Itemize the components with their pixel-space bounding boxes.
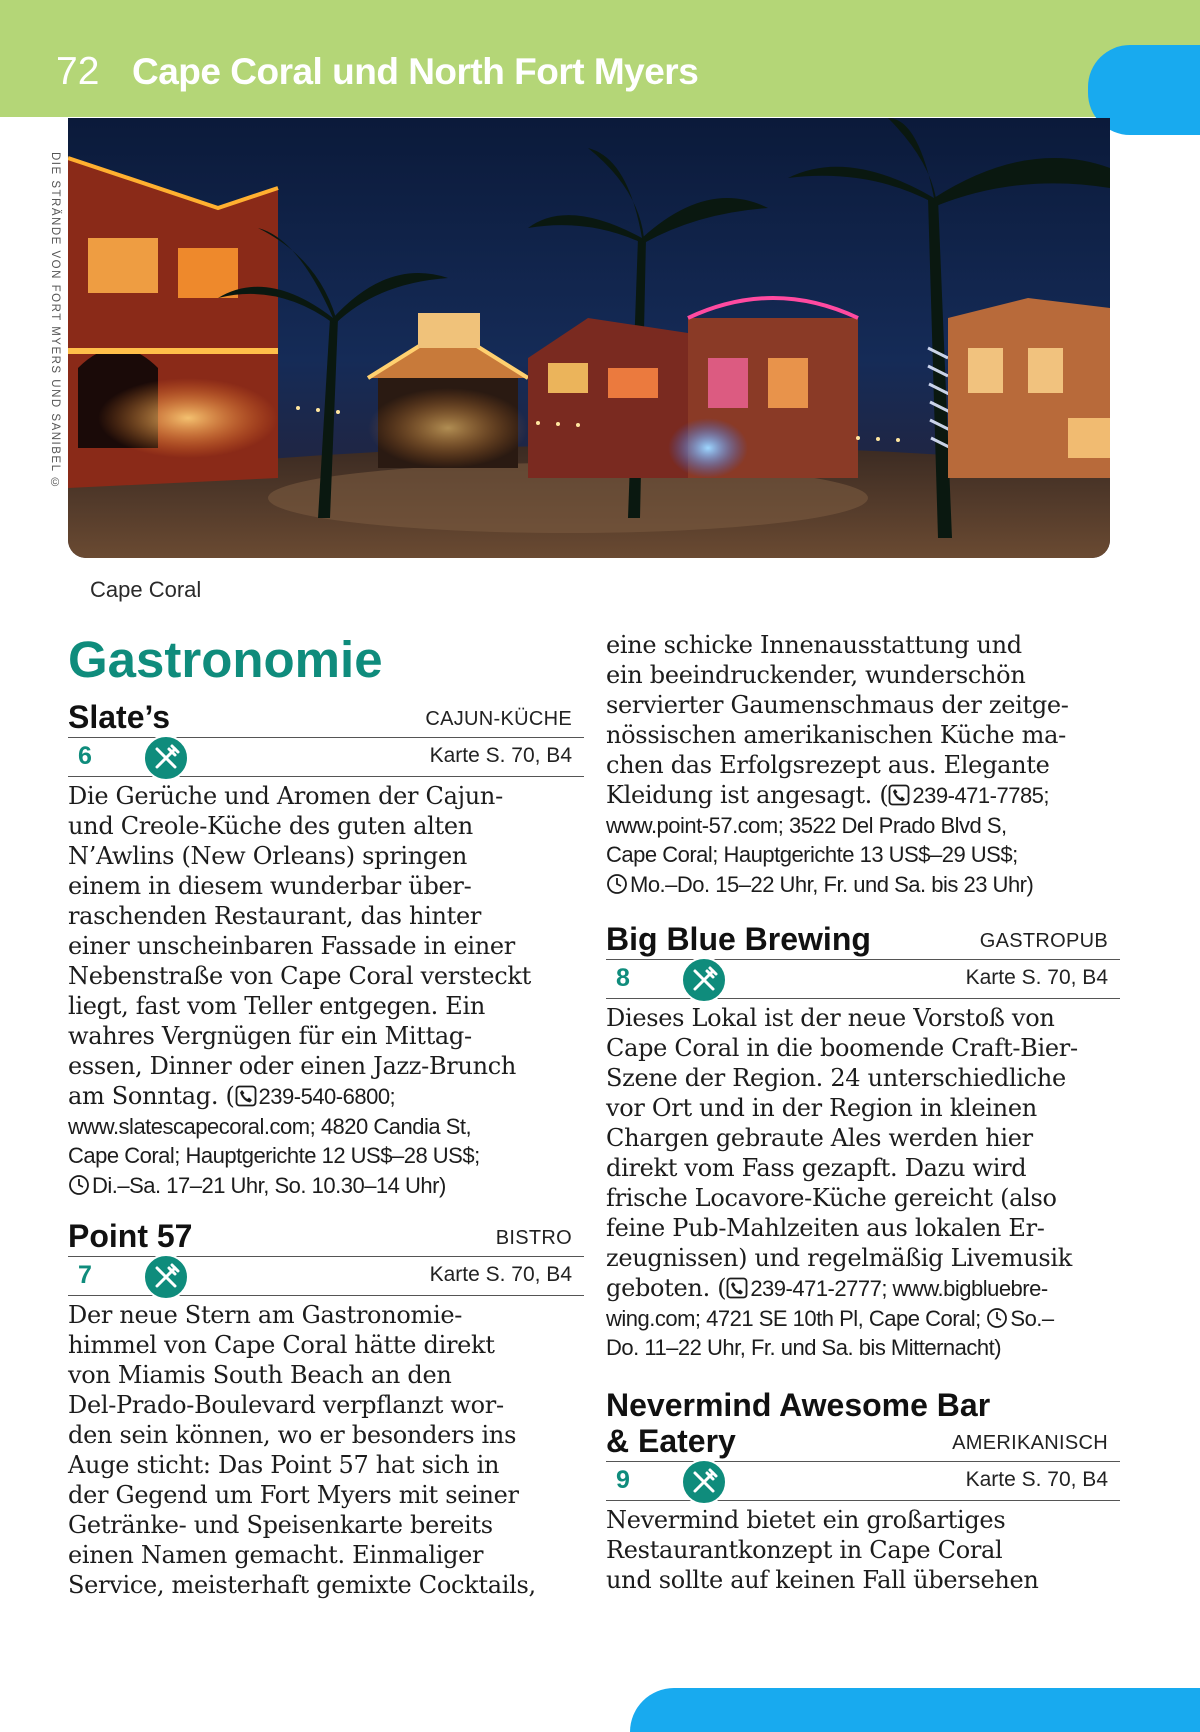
entry-body bbox=[606, 1003, 1120, 1304]
restaurant-entry bbox=[68, 1218, 584, 1600]
info-text: wing.com; 4721 SE 10th Pl, Cape Coral; bbox=[606, 1305, 987, 1331]
entry-category: AMERIKANISCH bbox=[952, 1431, 1108, 1454]
entry-head bbox=[606, 1423, 1120, 1459]
opening-hours bbox=[68, 1171, 584, 1201]
body-line: einem in diesem wunderbar über- bbox=[68, 872, 472, 900]
restaurant-entry-continued bbox=[606, 630, 1120, 899]
opening-hours bbox=[606, 870, 1120, 900]
restaurant-icon bbox=[143, 1254, 189, 1300]
entry-name-line2: & Eatery bbox=[606, 1422, 736, 1459]
body-line: Cape Coral in die boomende Craft-Bier- bbox=[606, 1034, 1078, 1062]
restaurant-entry bbox=[606, 921, 1120, 1363]
body-line: Restaurantkonzept in Cape Coral bbox=[606, 1535, 1003, 1564]
clock-icon bbox=[986, 1307, 1008, 1329]
entry-phone bbox=[235, 1084, 396, 1109]
map-number: 7 bbox=[78, 1261, 92, 1289]
phone-number: 239-471-2777; www.bigbluebre- bbox=[750, 1276, 1048, 1301]
entry-name: Slate’s bbox=[68, 699, 170, 735]
hours-text: Di.–Sa. 17–21 Uhr, So. 10.30–14 Uhr) bbox=[92, 1172, 446, 1198]
body-line bbox=[606, 780, 1120, 811]
body-line: frische Locavore-Küche gereicht (also bbox=[606, 1184, 1057, 1212]
phone-icon bbox=[888, 784, 910, 806]
body-line: ein beeindruckender, wunderschön bbox=[606, 661, 1026, 689]
body-text: am Sonntag. ( bbox=[68, 1082, 235, 1110]
restaurant-entry bbox=[68, 699, 584, 1200]
clock-icon bbox=[606, 873, 628, 895]
map-number: 8 bbox=[616, 964, 630, 992]
body-line: Nevermind bietet ein großartiges bbox=[606, 1505, 1006, 1534]
body-line: Dieses Lokal ist der neue Vorstoß von bbox=[606, 1004, 1055, 1032]
body-line: einer unscheinbaren Fassade in einer bbox=[68, 932, 515, 960]
hours-text: So.– bbox=[1010, 1305, 1054, 1331]
body-line: essen, Dinner oder einen Jazz-Brunch bbox=[68, 1052, 517, 1080]
body-line: Nebenstraße von Cape Coral versteckt bbox=[68, 962, 531, 990]
body-line: und Creole-Küche des guten alten bbox=[68, 812, 473, 840]
body-line: Chargen gebraute Ales werden hier bbox=[606, 1124, 1033, 1152]
photo-caption: Cape Coral bbox=[90, 577, 202, 602]
entry-body bbox=[68, 1300, 584, 1600]
entry-info bbox=[606, 1304, 1120, 1363]
phone-number: 239-471-7785; bbox=[912, 783, 1050, 808]
hours-text: Mo.–Do. 15–22 Uhr, Fr. und Sa. bis 23 Uhr) bbox=[630, 871, 1034, 897]
entry-info-bar bbox=[68, 1256, 584, 1296]
body-line: Auge sticht: Das Point 57 hat sich in bbox=[68, 1451, 500, 1479]
info-line: www.point-57.com; 3522 Del Prado Blvd S, bbox=[606, 812, 1007, 838]
restaurant-icon bbox=[681, 1459, 727, 1505]
entry-info bbox=[68, 1112, 584, 1201]
entry-category: CAJUN-KÜCHE bbox=[425, 708, 572, 730]
chapter-tab-bottom bbox=[630, 1688, 1200, 1732]
body-line: Szene der Region. 24 unterschiedliche bbox=[606, 1064, 1066, 1092]
body-line: Getränke- und Speisenkarte bereits bbox=[68, 1511, 493, 1539]
body-line: zeugnissen) und regelmäßig Livemusik bbox=[606, 1244, 1073, 1272]
entry-name: Big Blue Brewing bbox=[606, 921, 871, 957]
left-column bbox=[68, 630, 584, 1616]
body-line: der Gegend um Fort Myers mit seiner bbox=[68, 1481, 519, 1509]
info-line: Cape Coral; Hauptgerichte 12 US$–28 US$; bbox=[68, 1143, 480, 1168]
section-title: Gastronomie bbox=[68, 631, 383, 688]
map-reference: Karte S. 70, B4 bbox=[429, 1263, 572, 1286]
body-line: Service, meisterhaft gemixte Cocktails, bbox=[68, 1571, 536, 1599]
clock-icon bbox=[68, 1174, 90, 1196]
map-number: 6 bbox=[78, 742, 92, 770]
body-line bbox=[606, 1273, 1120, 1304]
body-line: liegt, fast vom Teller entgegen. Ein bbox=[68, 992, 486, 1020]
page-number: 72 bbox=[56, 50, 100, 93]
map-reference: Karte S. 70, B4 bbox=[429, 744, 572, 767]
body-line: direkt vom Fass gezapft. Dazu wird bbox=[606, 1154, 1027, 1182]
body-line: einen Namen gemacht. Einmaliger bbox=[68, 1541, 484, 1569]
entry-info-bar bbox=[606, 1461, 1120, 1501]
entry-body bbox=[606, 1505, 1120, 1595]
phone-number: 239-540-6800; bbox=[258, 1084, 396, 1109]
map-number: 9 bbox=[616, 1465, 630, 1494]
restaurant-icon bbox=[143, 735, 189, 781]
entry-body bbox=[68, 781, 584, 1112]
entry-name: Nevermind Awesome Bar bbox=[606, 1386, 991, 1423]
body-line: himmel von Cape Coral hätte direkt bbox=[68, 1331, 495, 1359]
body-line: Del-Prado-Boulevard verpflanzt wor- bbox=[68, 1391, 504, 1419]
body-line: servierter Gaumenschmaus der zeitge- bbox=[606, 691, 1069, 719]
entry-phone bbox=[888, 783, 1049, 808]
entry-info-bar bbox=[606, 959, 1120, 999]
entry-info bbox=[606, 811, 1120, 900]
body-line: raschenden Restaurant, das hinter bbox=[68, 902, 482, 930]
body-line: eine schicke Innenausstattung und bbox=[606, 631, 1022, 659]
phone-icon bbox=[726, 1277, 748, 1299]
entry-category: BISTRO bbox=[495, 1227, 572, 1249]
entry-name: Point 57 bbox=[68, 1218, 193, 1254]
chapter-title: Cape Coral und North Fort Myers bbox=[132, 51, 699, 92]
body-line: wahres Vergnügen für ein Mittag- bbox=[68, 1022, 472, 1050]
body-line: Die Gerüche und Aromen der Cajun- bbox=[68, 782, 503, 810]
right-column bbox=[606, 630, 1120, 1611]
cape-coral-photo bbox=[68, 118, 1110, 558]
restaurant-entry bbox=[606, 1387, 1120, 1595]
restaurant-icon bbox=[681, 957, 727, 1003]
body-line: Der neue Stern am Gastronomie- bbox=[68, 1301, 463, 1329]
body-line: vor Ort und in der Region in kleinen bbox=[606, 1094, 1037, 1122]
entry-head bbox=[68, 699, 584, 735]
entry-head bbox=[68, 1218, 584, 1254]
body-text: Kleidung ist angesagt. ( bbox=[606, 781, 889, 809]
body-line: chen das Erfolgsrezept aus. Elegante bbox=[606, 751, 1050, 779]
phone-icon bbox=[235, 1085, 257, 1107]
photo-credit: DIE STRÄNDE VON FORT MYERS UND SANIBEL © bbox=[49, 152, 61, 491]
entry-info-bar bbox=[68, 737, 584, 777]
info-line: Cape Coral; Hauptgerichte 13 US$–29 US$; bbox=[606, 842, 1018, 867]
opening-hours: Do. 11–22 Uhr, Fr. und Sa. bis Mitternacht) bbox=[606, 1335, 1002, 1360]
info-line bbox=[606, 1304, 1120, 1334]
body-line bbox=[68, 1081, 584, 1112]
entry-category: GASTROPUB bbox=[979, 930, 1108, 952]
body-line: feine Pub-Mahlzeiten aus lokalen Er- bbox=[606, 1214, 1045, 1242]
body-line: N’Awlins (New Orleans) springen bbox=[68, 842, 468, 870]
body-line: den sein können, wo er besonders ins bbox=[68, 1421, 517, 1449]
body-line: nössischen amerikanischen Küche ma- bbox=[606, 721, 1066, 749]
entry-phone bbox=[726, 1276, 1047, 1301]
body-text: geboten. ( bbox=[606, 1274, 727, 1302]
body-line: und sollte auf keinen Fall übersehen bbox=[606, 1565, 1039, 1594]
info-line: www.slatescapecoral.com; 4820 Candia St, bbox=[68, 1113, 472, 1139]
entry-head bbox=[606, 921, 1120, 957]
map-reference: Karte S. 70, B4 bbox=[965, 966, 1108, 989]
chapter-header bbox=[0, 0, 1200, 117]
entry-body bbox=[606, 630, 1120, 811]
body-line: von Miamis South Beach an den bbox=[68, 1361, 452, 1389]
map-reference: Karte S. 70, B4 bbox=[965, 1467, 1108, 1491]
